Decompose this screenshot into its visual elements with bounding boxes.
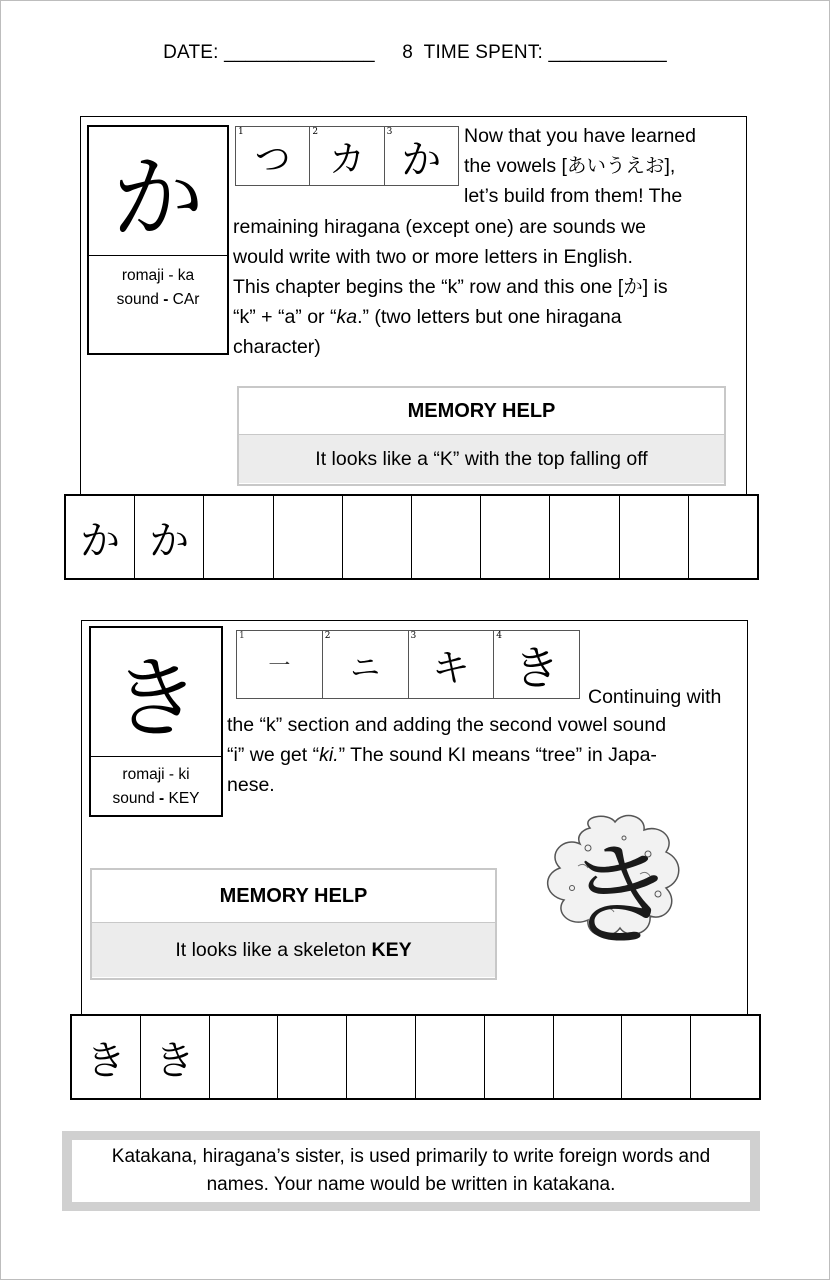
tree-character: き xyxy=(564,832,676,962)
stroke-step: 1 つ xyxy=(236,127,310,185)
practice-cell[interactable] xyxy=(481,496,550,578)
lesson-text-ka: Now that you have learned the vowels [あいうえお], let’s build from them! The xyxy=(464,125,696,207)
practice-cell[interactable] xyxy=(416,1016,485,1098)
stroke-step: 2 ニ xyxy=(323,631,409,698)
memory-help-title: MEMORY HELP xyxy=(407,399,556,422)
page-header xyxy=(0,42,830,64)
character-card-ka xyxy=(87,125,229,355)
practice-cell: か xyxy=(66,496,135,578)
stroke-order-ka xyxy=(235,126,459,186)
stroke-order-ki xyxy=(236,630,580,699)
memory-help-ki xyxy=(90,868,497,980)
stroke-step: 1 一 xyxy=(237,631,323,698)
memory-help-title: MEMORY HELP xyxy=(219,884,368,907)
practice-cell[interactable] xyxy=(210,1016,279,1098)
stroke-step: 2 カ xyxy=(310,127,384,185)
lesson-text-ki: Continuing with xyxy=(588,686,722,708)
practice-cell[interactable] xyxy=(689,496,757,578)
memory-help-body: It looks like a skeleton KEY xyxy=(92,922,495,977)
katakana-note: Katakana, hiragana’s sister, is used primarily to write foreign words and names. Your name would be written in katakana. xyxy=(72,1140,750,1202)
practice-cell[interactable] xyxy=(554,1016,623,1098)
page-number: 8 xyxy=(402,42,414,63)
practice-cell[interactable] xyxy=(204,496,273,578)
big-character: か xyxy=(89,127,227,256)
lesson-text-ka-continued: remaining hiragana (except one) are sounds we would write with two or more letters in English. This chapter begins the “k” row and this one [か] is “k” + “a” or “ka.” (two letters but one hiragana character) xyxy=(233,216,668,358)
practice-row-ka xyxy=(64,494,759,580)
stroke-step: 4 き xyxy=(496,631,560,695)
practice-cell[interactable] xyxy=(485,1016,554,1098)
big-character: き xyxy=(91,628,221,757)
character-card-ki xyxy=(89,626,223,817)
practice-cell[interactable] xyxy=(620,496,689,578)
time-spent-field: TIME SPENT: ___________ xyxy=(423,42,667,63)
practice-cell[interactable] xyxy=(691,1016,759,1098)
practice-cell: か xyxy=(135,496,204,578)
date-field: DATE: ______________ xyxy=(163,42,375,63)
lesson-text-ki-continued: the “k” section and adding the second vowel sound “i” we get “ki.” The sound KI means “tree” in Japa- nese. xyxy=(227,714,667,796)
practice-cell[interactable] xyxy=(278,1016,347,1098)
memory-help-body: It looks like a “K” with the top falling off xyxy=(239,434,724,483)
tree-illustration xyxy=(520,808,700,978)
practice-cell[interactable] xyxy=(412,496,481,578)
stroke-step: 3 キ xyxy=(409,631,495,698)
romaji-label: romaji - ka sound - CAr xyxy=(116,267,200,308)
practice-cell: き xyxy=(72,1016,141,1098)
practice-cell: き xyxy=(141,1016,210,1098)
practice-cell[interactable] xyxy=(550,496,619,578)
practice-row-ki xyxy=(70,1014,761,1100)
stroke-step: 3 か xyxy=(386,127,442,183)
practice-cell[interactable] xyxy=(347,1016,416,1098)
katakana-note-box xyxy=(62,1131,760,1211)
practice-cell[interactable] xyxy=(274,496,343,578)
memory-help-ka xyxy=(237,386,726,486)
practice-cell[interactable] xyxy=(343,496,412,578)
romaji-label: romaji - ki sound - KEY xyxy=(112,766,200,807)
practice-cell[interactable] xyxy=(622,1016,691,1098)
